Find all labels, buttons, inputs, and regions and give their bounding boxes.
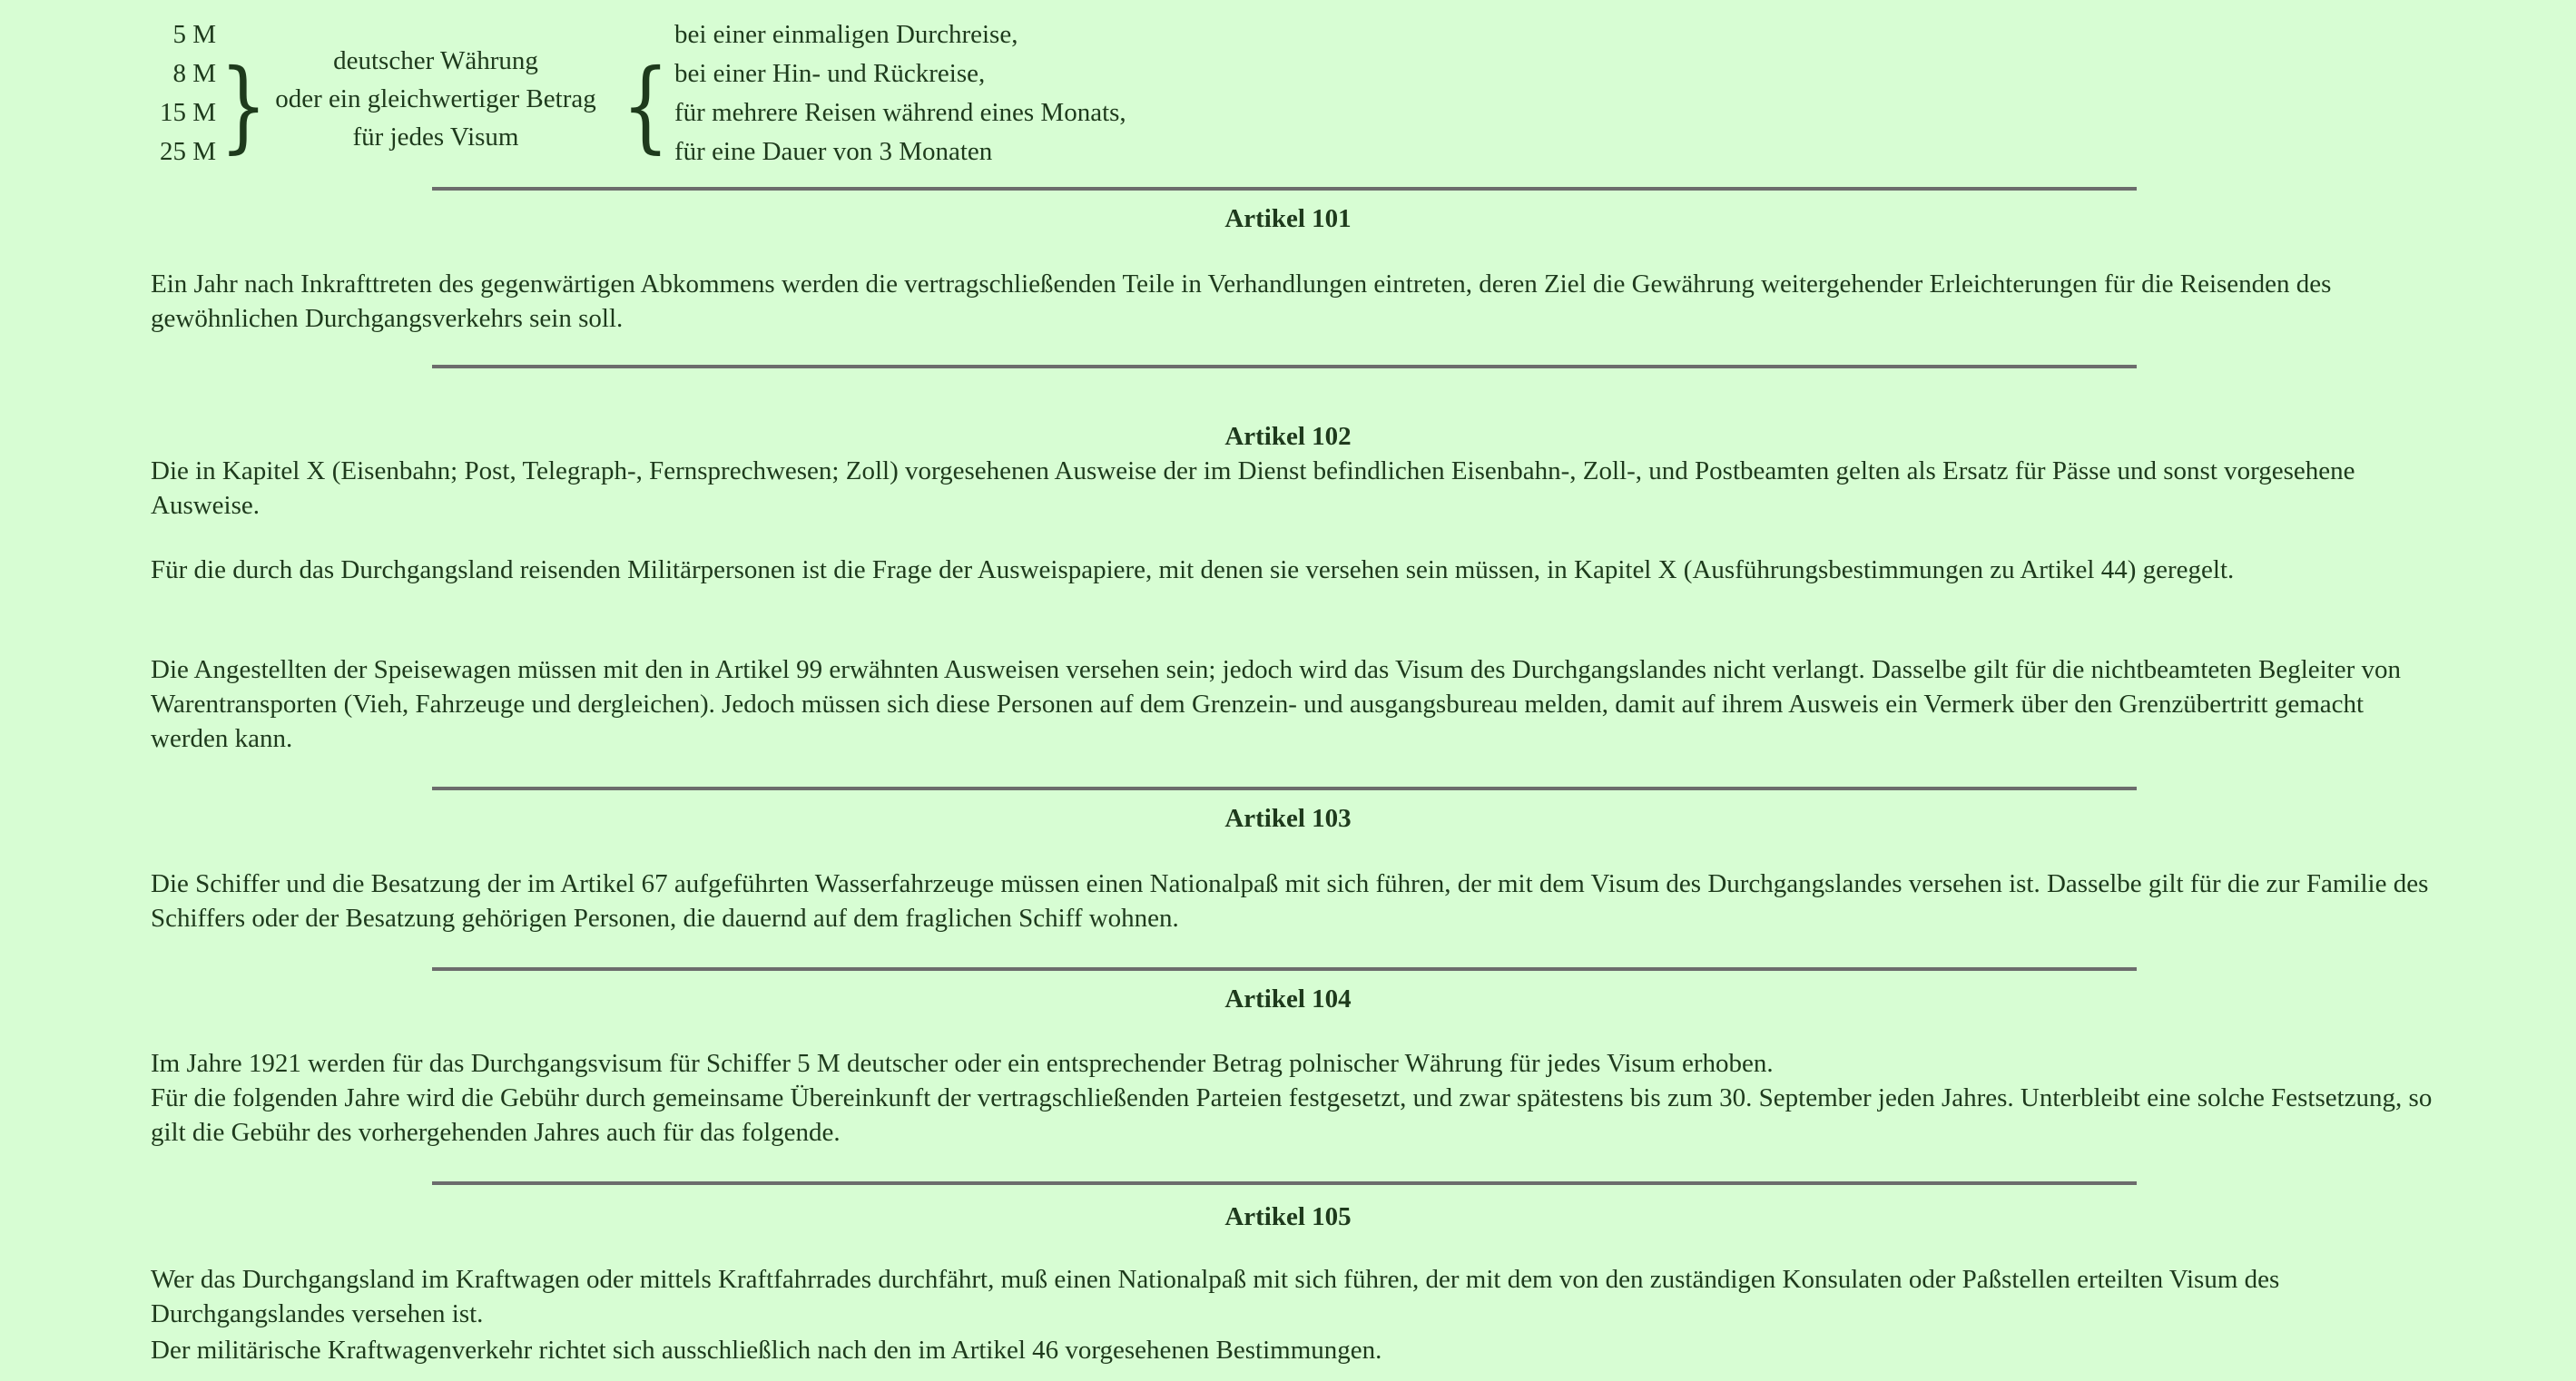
article-heading: Artikel 101 — [1224, 204, 1352, 233]
section-divider — [432, 787, 2137, 790]
article-paragraph: Für die durch das Durchgangsland reisenden Militärpersonen ist die Frage der Ausweispapiere, mit denen sie versehen sein müssen, in Kapitel X (Ausführungsbestimmungen zu Artikel 44) geregelt. — [151, 555, 2235, 584]
fee-currency — [259, 42, 613, 156]
currency-line: deutscher Währung — [333, 46, 538, 75]
fee-amount: 8 M — [172, 59, 216, 88]
purpose-line: bei einer einmaligen Durchreise, — [674, 20, 1018, 49]
article-paragraph: Ein Jahr nach Inkrafttreten des gegenwärtigen Abkommens werden die vertragschließenden Teile in Verhandlungen eintreten, deren Ziel die Gewährung weitergehender Erleichterungen für die Reisenden des gewöhnlichen Durchgangsverkehrs sein soll. — [151, 269, 2332, 333]
article-heading: Artikel 102 — [1224, 422, 1352, 451]
article-heading: Artikel 105 — [1224, 1202, 1352, 1231]
section-divider — [432, 967, 2137, 971]
currency-line: oder ein gleichwertiger Betrag — [275, 84, 596, 113]
article-paragraph: Die in Kapitel X (Eisenbahn; Post, Telegraph-, Fernsprechwesen; Zoll) vorgesehenen Ausweise der im Dienst befindlichen Eisenbahn-, Zoll-, und Postbeamten gelten als Ersatz für Pässe und sonst vorgesehene Ausweise. — [151, 456, 2355, 520]
fee-amounts — [136, 15, 216, 171]
fee-amount: 15 M — [159, 98, 216, 127]
currency-line: für jedes Visum — [352, 122, 519, 152]
opening-brace-icon: { — [622, 47, 670, 163]
section-divider — [432, 187, 2137, 191]
closing-brace-icon: } — [220, 47, 268, 163]
section-divider — [432, 1181, 2137, 1185]
purpose-line: für mehrere Reisen während eines Monats, — [674, 98, 1126, 127]
fee-amount: 25 M — [159, 137, 216, 166]
article-paragraph: Der militärische Kraftwagenverkehr richtet sich ausschließlich nach den im Artikel 46 vorgesehenen Bestimmungen. — [151, 1336, 1382, 1365]
article-heading: Artikel 103 — [1224, 804, 1352, 833]
purpose-line: bei einer Hin- und Rückreise, — [674, 59, 986, 88]
article-paragraph: Die Angestellten der Speisewagen müssen mit den in Artikel 99 erwähnten Ausweisen versehen sein; jedoch wird das Visum des Durchgangslandes nicht verlangt. Dasselbe gilt für die nichtbeamteten Begleiter von Warentransporten (Vieh, Fahrzeuge und dergleichen). Jedoch müssen sich diese Personen auf dem Grenzein- und ausgangsbureau melden, damit auf ihrem Ausweis ein Vermerk über den Grenzübertritt gemacht werden kann. — [151, 655, 2402, 753]
article-paragraph: Für die folgenden Jahre wird die Gebühr durch gemeinsame Übereinkunft der vertragschließenden Parteien festgesetzt, und zwar spätestens bis zum 30. September jeden Jahres. Unterbleibt eine solche Festsetzung, so gilt die Gebühr des vorhergehenden Jahres auch für das folgende. — [151, 1083, 2433, 1147]
article-paragraph: Wer das Durchgangsland im Kraftwagen oder mittels Kraftfahrrades durchfährt, muß einen Nationalpaß mit sich führen, der mit dem von den zuständigen Konsulaten oder Paßstellen erteilten Visum des Durchgangslandes versehen ist. — [151, 1265, 2280, 1328]
article-heading: Artikel 104 — [1224, 984, 1352, 1014]
purpose-line: für eine Dauer von 3 Monaten — [674, 137, 993, 166]
section-divider — [432, 365, 2137, 368]
fee-purposes — [674, 15, 1126, 171]
article-paragraph: Im Jahre 1921 werden für das Durchgangsvisum für Schiffer 5 M deutscher oder ein entsprechender Betrag polnischer Währung für jedes Visum erhoben. — [151, 1049, 1774, 1078]
article-paragraph: Die Schiffer und die Besatzung der im Artikel 67 aufgeführten Wasserfahrzeuge müssen einen Nationalpaß mit sich führen, der mit dem Visum des Durchgangslandes versehen ist. Dasselbe gilt für die zur Familie des Schiffers oder der Besatzung gehörigen Personen, die dauernd auf dem fraglichen Schiff wohnen. — [151, 869, 2429, 933]
fee-amount: 5 M — [172, 20, 216, 49]
